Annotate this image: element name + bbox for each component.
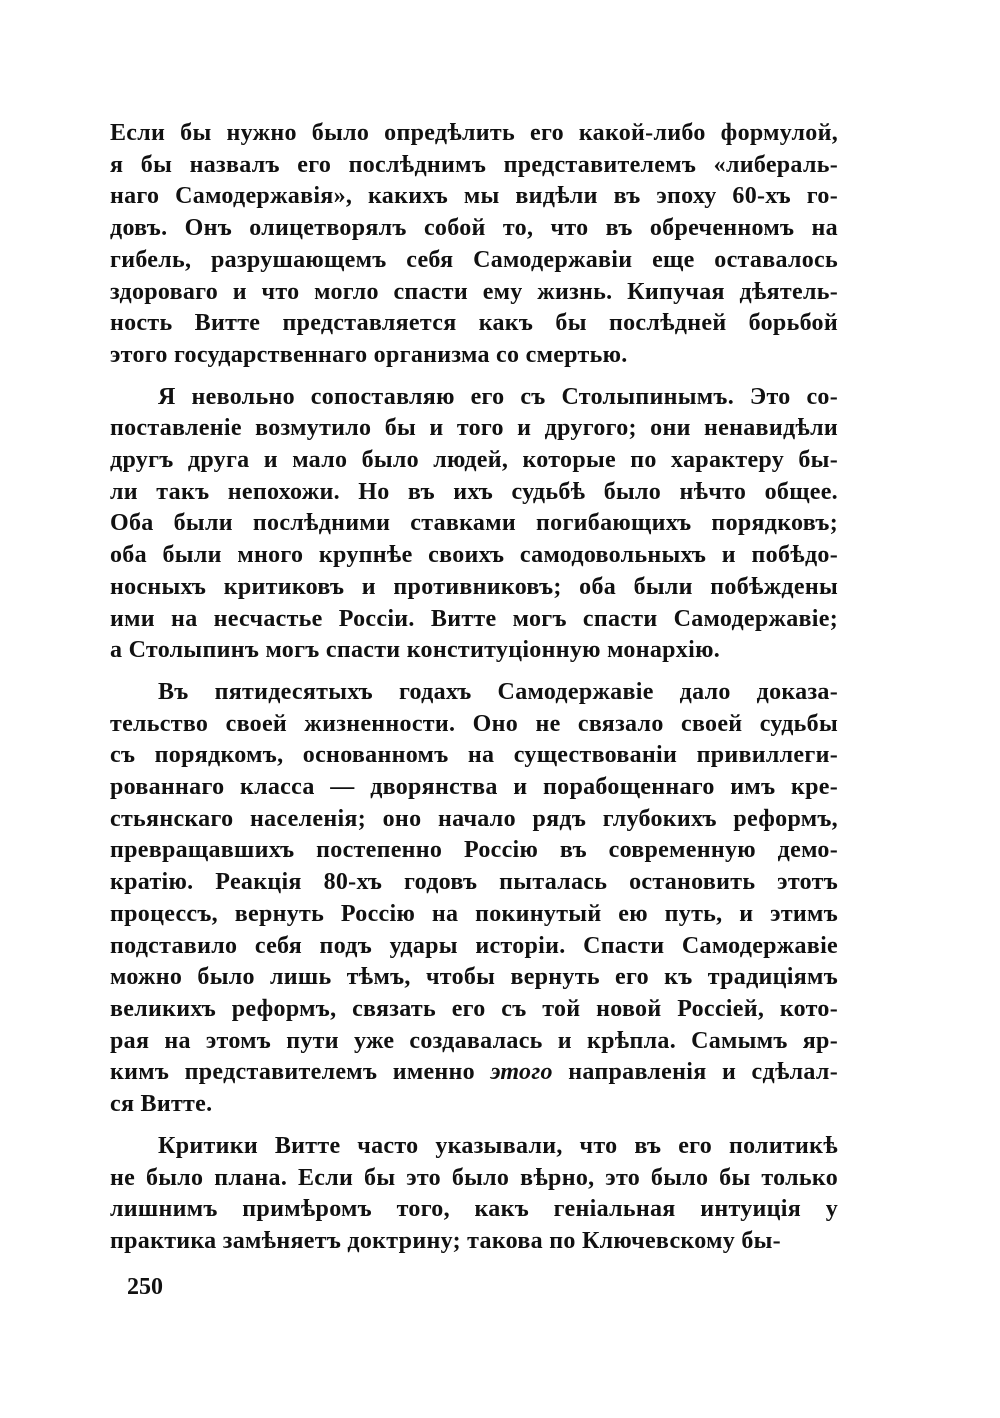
text-line: гибель, разрушающемъ себя Самодержавіи еще оставалось <box>110 246 838 273</box>
text-line: Я невольно сопоставляю его съ Столыпинымъ. Это со- <box>158 383 838 410</box>
text-line: не было плана. Если бы это было вѣрно, это было бы только <box>110 1164 838 1191</box>
italic-text: этого <box>490 1059 553 1086</box>
text-line: другъ друга и мало было людей, которые по характеру бы- <box>110 447 838 474</box>
paragraph <box>110 1131 838 1258</box>
text-line: оба были много крупнѣе своихъ самодовольныхъ и побѣдо- <box>110 542 838 569</box>
text-line: а Столыпинъ могъ спасти конституціонную монархію. <box>110 637 721 664</box>
text-line: Оба были послѣдними ставками погибающихъ порядковъ; <box>110 510 838 537</box>
text-line: практика замѣняетъ доктрину; такова по Ключевскому бы- <box>110 1227 781 1254</box>
text-line: поставленіе возмутило бы и того и другого; они ненавидѣли <box>110 415 838 442</box>
text-line: Въ пятидесятыхъ годахъ Самодержавіе дало доказа- <box>158 678 838 705</box>
text-line: я бы назвалъ его послѣднимъ представителемъ «либераль- <box>110 151 838 178</box>
text-line: рованнаго класса — дворянства и порабощеннаго имъ кре- <box>110 774 838 801</box>
paragraph <box>110 118 838 372</box>
text-line: лишнимъ примѣромъ того, какъ геніальная интуиція у <box>110 1196 838 1223</box>
text-line: довъ. Онъ олицетворялъ собой то, что въ обреченномъ на <box>110 215 838 242</box>
text-line: великихъ реформъ, связать его съ той новой Россіей, кото- <box>110 995 838 1022</box>
text-segment: направленія и сдѣлал- <box>552 1059 838 1086</box>
text-line: ность Витте представляется какъ бы послѣдней борьбой <box>110 310 838 337</box>
text-line: тельство своей жизненности. Оно не связало своей судьбы <box>110 710 838 737</box>
paragraph <box>110 382 838 667</box>
text-line: носныхъ критиковъ и противниковъ; оба были побѣждены <box>110 573 838 600</box>
text-line: процессъ, вернуть Россію на покинутый ею путь, и этимъ <box>110 900 838 927</box>
text-line: ли такъ непохожи. Но въ ихъ судьбѣ было нѣчто общее. <box>110 478 838 505</box>
text-segment: кимъ представителемъ именно <box>110 1059 491 1086</box>
text-line: кратію. Реакція 80-хъ годовъ пыталась остановить этотъ <box>110 869 838 896</box>
text-line: ся Витте. <box>110 1091 213 1118</box>
text-line: можно было лишь тѣмъ, чтобы вернуть его къ традиціямъ <box>110 964 838 991</box>
text-line: здороваго и что могло спасти ему жизнь. Кипучая дѣятель- <box>110 278 838 305</box>
text-line: Критики Витте часто указывали, что въ его политикѣ <box>158 1132 838 1159</box>
text-line: рая на этомъ пути уже создавалась и крѣпла. Самымъ яр- <box>110 1027 838 1054</box>
text-line: подставило себя подъ удары исторіи. Спасти Самодержавіе <box>110 932 838 959</box>
text-line: ими на несчастье Россіи. Витте могъ спасти Самодержавіе; <box>110 605 838 632</box>
text-line <box>110 1057 838 1089</box>
text-line: стьянскаго населенія; оно начало рядъ глубокихъ реформъ, <box>110 805 838 832</box>
page-body <box>110 118 838 1268</box>
text-line: наго Самодержавія», какихъ мы видѣли въ эпоху 60-хъ го- <box>110 183 838 210</box>
text-line: съ порядкомъ, основанномъ на существованіи привиллеги- <box>110 742 838 769</box>
text-line: этого государственнаго организма со смертью. <box>110 341 628 368</box>
text-line: Если бы нужно было опредѣлить его какой-либо формулой, <box>110 120 838 146</box>
page-number: 250 <box>127 1274 163 1300</box>
text-line: превращавшихъ постепенно Россію въ современную демо- <box>110 837 838 864</box>
paragraph <box>110 677 838 1121</box>
